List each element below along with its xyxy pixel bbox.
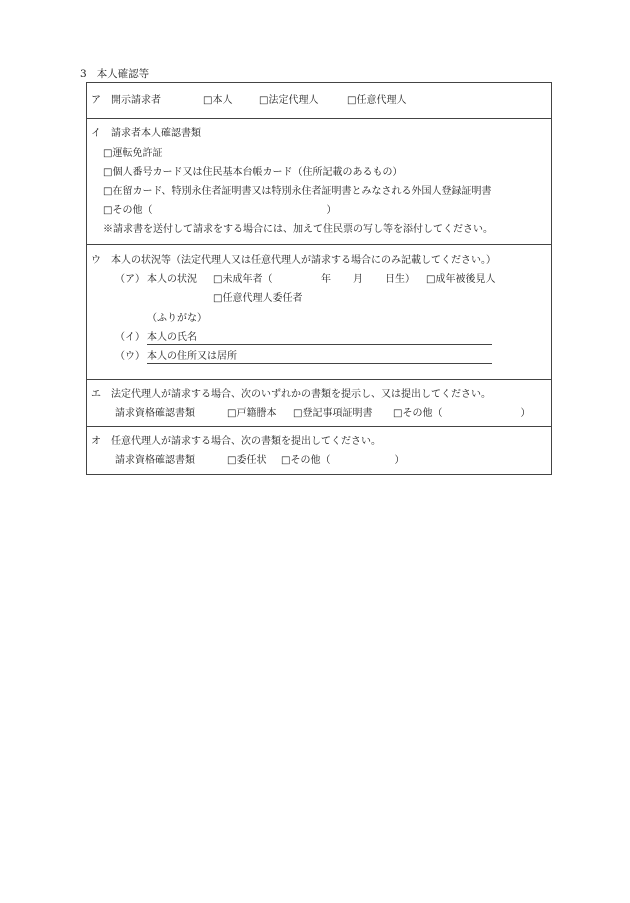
legal-rep-other-label: その他（: [402, 408, 443, 419]
requester-type-label: 開示請求者: [111, 95, 161, 106]
section-marker: オ: [91, 436, 101, 447]
principal-label: 任意代理人委任者: [222, 293, 303, 304]
doc-residence-card-checkbox[interactable]: [103, 185, 492, 198]
power-of-attorney-label: 委任状: [236, 455, 267, 466]
option-legal-rep-label: 法定代理人: [268, 95, 319, 106]
principal-name-label: 本人の氏名: [147, 332, 197, 343]
registry-certificate-label: 登記事項証明書: [302, 408, 373, 419]
id-documents-title: 請求者本人確認書類: [111, 128, 201, 139]
legal-rep-doc-label: 請求資格確認書類: [115, 408, 195, 419]
principal-status-title: 本人の状況等（法定代理人又は任意代理人が請求する場合にのみ記載してください。）: [111, 255, 496, 266]
voluntary-rep-doc-label: 請求資格確認書類: [115, 455, 195, 466]
doc-label: 個人番号カード又は住民基本台帳カード（住所記載のあるもの）: [112, 167, 403, 178]
power-of-attorney-checkbox[interactable]: [227, 454, 266, 467]
legal-rep-docs-title: 法定代理人が請求する場合、次のいずれかの書類を提示し、又は提出してください。: [111, 389, 491, 400]
principal-status-section: [87, 245, 551, 380]
birth-day-label: 日生）: [385, 274, 415, 285]
family-register-checkbox[interactable]: [227, 407, 276, 420]
section-marker: ア: [91, 95, 101, 106]
doc-my-number-card-checkbox[interactable]: [103, 166, 402, 179]
principal-name-field[interactable]: [147, 344, 492, 345]
birth-year-label: 年: [321, 274, 331, 285]
minor-checkbox[interactable]: [213, 273, 272, 286]
sub-u-marker: （ウ）: [115, 351, 145, 362]
family-register-label: 戸籍謄本: [236, 408, 277, 419]
section-marker: イ: [91, 128, 101, 139]
doc-other-label: その他（: [112, 205, 153, 216]
identity-verification-form: [86, 82, 552, 475]
principal-address-field[interactable]: [147, 363, 492, 364]
legal-rep-docs-title-row: [91, 388, 491, 401]
doc-label: 運転免許証: [112, 148, 163, 159]
option-voluntary-rep-label: 任意代理人: [356, 95, 407, 106]
id-documents-section: [87, 119, 551, 245]
voluntary-rep-docs-title: 任意代理人が請求する場合、次の書類を提出してください。: [111, 436, 381, 447]
section-marker: エ: [91, 389, 101, 400]
principal-status-title-row: [91, 254, 496, 267]
sub-i-marker: （イ）: [115, 332, 145, 343]
principal-checkbox[interactable]: [213, 292, 302, 305]
option-self-label: 本人: [212, 95, 233, 106]
furigana-label: （ふりがな）: [147, 313, 207, 324]
minor-label: 未成年者（: [222, 274, 273, 285]
requester-type-row: [91, 94, 161, 107]
voluntary-rep-docs-title-row: [91, 435, 381, 448]
paren-close: ）: [520, 408, 531, 419]
section-number: 3: [80, 68, 87, 80]
adult-ward-checkbox[interactable]: [426, 273, 495, 286]
section-heading: [80, 66, 149, 81]
sub-a-marker: （ア）: [115, 274, 145, 285]
requester-type-section: [87, 83, 551, 119]
doc-label: 在留カード、特別永住者証明書又は特別永住者証明書とみなされる外国人登録証明書: [112, 186, 492, 197]
paren-close: ）: [394, 455, 405, 466]
principal-address-label: 本人の住所又は居所: [147, 351, 237, 362]
paren-close: ）: [326, 205, 337, 216]
voluntary-rep-other-checkbox[interactable]: [281, 454, 404, 467]
section-marker: ウ: [91, 255, 101, 266]
option-self-checkbox[interactable]: [203, 94, 232, 107]
principal-status-label: 本人の状況: [147, 274, 197, 285]
mailing-note: ※請求書を送付して請求をする場合には、加えて住民票の写し等を添付してください。: [103, 224, 493, 235]
registry-certificate-checkbox[interactable]: [293, 407, 372, 420]
id-documents-title-row: [91, 127, 201, 140]
legal-rep-docs-section: [87, 380, 551, 427]
option-voluntary-rep-checkbox[interactable]: [347, 94, 406, 107]
voluntary-rep-docs-section: [87, 427, 551, 474]
voluntary-rep-other-label: その他（: [290, 455, 331, 466]
doc-drivers-license-checkbox[interactable]: [103, 147, 162, 160]
adult-ward-label: 成年被後見人: [435, 274, 496, 285]
birth-month-label: 月: [353, 274, 363, 285]
option-legal-rep-checkbox[interactable]: [259, 94, 318, 107]
section-title: 本人確認等: [96, 68, 150, 80]
legal-rep-other-checkbox[interactable]: [393, 407, 530, 420]
doc-other-checkbox[interactable]: [103, 204, 336, 217]
